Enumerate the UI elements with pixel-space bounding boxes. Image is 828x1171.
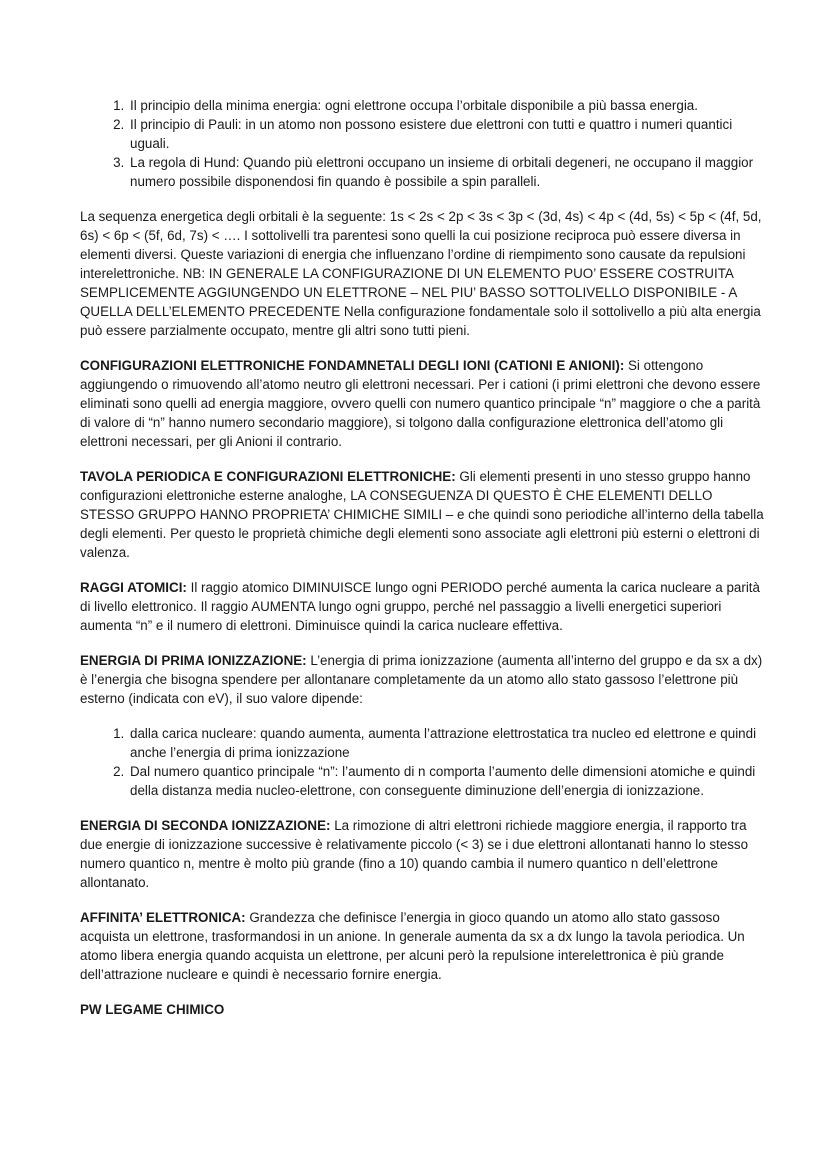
paragraph-electron-affinity — [80, 908, 768, 984]
section-text: L’energia di prima ionizzazione (aumenta all’interno del gruppo e da sx a dx) è l’energia che bisogna spendere per allontanare completamente da un atomo allo stato gassoso l’elettrone più esterno (indicata con eV), il suo valore dipende: — [80, 653, 763, 706]
paragraph-periodic-table — [80, 467, 768, 562]
principles-list — [80, 96, 768, 191]
section-text: Il raggio atomico DIMINUISCE lungo ogni PERIODO perché aumenta la carica nucleare a parità di livello elettronico. Il raggio AUMENTA lungo ogni gruppo, perché nel passaggio a livelli energetici superiori aumenta “n” e il numero di elettroni. Diminuisce quindi la carica nucleare effettiva. — [80, 580, 760, 633]
section-heading: TAVOLA PERIODICA E CONFIGURAZIONI ELETTRONICHE: — [80, 469, 456, 484]
section-text: Si ottengono aggiungendo o rimuovendo all’atomo neutro gli elettroni necessari. Per i cationi (i primi elettroni che devono essere eliminati sono quelli ad energia maggiore, ovvero quelli con numero quantico principale “n” maggiore o che a parità di valore di “n” hanno numero secondario maggiore), si tolgono dalla configurazione elettronica dell’atomo gli elettroni necessari, per gli Anioni il contrario. — [80, 358, 761, 449]
section-heading: ENERGIA DI SECONDA IONIZZAZIONE: — [80, 818, 331, 833]
paragraph-atomic-radii — [80, 578, 768, 635]
ionization-factors-list — [80, 724, 768, 800]
paragraph-second-ionization — [80, 816, 768, 892]
list-item: 2. Il principio di Pauli: in un atomo non possono esistere due elettroni con tutti e quattro i numeri quantici uguali. — [128, 115, 768, 153]
final-heading: PW LEGAME CHIMICO — [80, 1002, 225, 1017]
section-heading: ENERGIA DI PRIMA IONIZZAZIONE: — [80, 653, 307, 668]
section-heading: CONFIGURAZIONI ELETTRONICHE FONDAMNETALI DEGLI IONI (CATIONI E ANIONI): — [80, 358, 625, 373]
list-item: 1. Il principio della minima energia: ogni elettrone occupa l’orbitale disponibile a più bassa energia. — [128, 96, 768, 115]
paragraph-sequence: La sequenza energetica degli orbitali è la seguente: 1s < 2s < 2p < 3s < 3p < (3d, 4s) < 4p < (4d, 5s) < 5p < (4f, 5d, 6s) < 6p < (5f, 6d, 7s) < …. I sottolivelli tra parentesi sono quelli la cui posizione reciproca può essere diversa in elementi diversi. Queste variazioni di energia che influenzano l’ordine di riempimento sono causate da repulsioni interelettroniche. NB: IN GENERALE LA CONFIGURAZIONE DI UN ELEMENTO PUO’ ESSERE COSTRUITA SEMPLICEMENTE AGGIUNGENDO UN ELETTRONE – NEL PIU’ BASSO SOTTOLIVELLO DISPONIBILE - A QUELLA DELL’ELEMENTO PRECEDENTE Nella configurazione fondamentale solo il sottolivello a più alta energia può essere parzialmente occupato, mentre gli altri sono tutti pieni. — [80, 209, 762, 338]
section-text: La rimozione di altri elettroni richiede maggiore energia, il rapporto tra due energie di ionizzazione successive è relativamente piccolo (< 3) se i due elettroni allontanati hanno lo stesso numero quantico n, mentre è molto più grande (fino a 10) quando cambia il numero quantico n dell’elettrone allontanato. — [80, 818, 749, 890]
section-text: Grandezza che definisce l’energia in gioco quando un atomo allo stato gassoso acquista un elettrone, trasformandosi in un anione. In generale aumenta da sx a dx lungo la tavola periodica. Un atomo libera energia quando acquista un elettrone, per alcuni però la repulsione interelettronica è più grande dell’attrazione nucleare e quindi è necessario fornire energia. — [80, 910, 745, 982]
list-item: 3. La regola di Hund: Quando più elettroni occupano un insieme di orbitali degeneri, ne occupano il maggior numero possibile disponendosi fin quando è possibile a spin paralleli. — [128, 153, 768, 191]
list-item: 1. dalla carica nucleare: quando aumenta, aumenta l’attrazione elettrostatica tra nucleo ed elettrone e quindi anche l’energia di prima ionizzazione — [128, 724, 768, 762]
paragraph-first-ionization — [80, 651, 768, 708]
paragraph-ion-configurations — [80, 356, 768, 451]
section-heading: AFFINITA’ ELETTRONICA: — [80, 910, 246, 925]
section-heading: RAGGI ATOMICI: — [80, 580, 187, 595]
list-item: 2. Dal numero quantico principale “n”: l’aumento di n comporta l’aumento delle dimensioni atomiche e quindi della distanza media nucleo-elettrone, con conseguente diminuzione dell’energia di ionizzazione. — [128, 762, 768, 800]
section-text: Gli elementi presenti in uno stesso gruppo hanno configurazioni elettroniche esterne analoghe, LA CONSEGUENZA DI QUESTO È CHE ELEMENTI DELLO STESSO GRUPPO HANNO PROPRIETA’ CHIMICHE SIMILI – e che quindi sono periodiche all’interno della tabella degli elementi. Per questo le proprietà chimiche degli elementi sono associate agli elettroni più esterni o elettroni di valenza. — [80, 469, 764, 560]
